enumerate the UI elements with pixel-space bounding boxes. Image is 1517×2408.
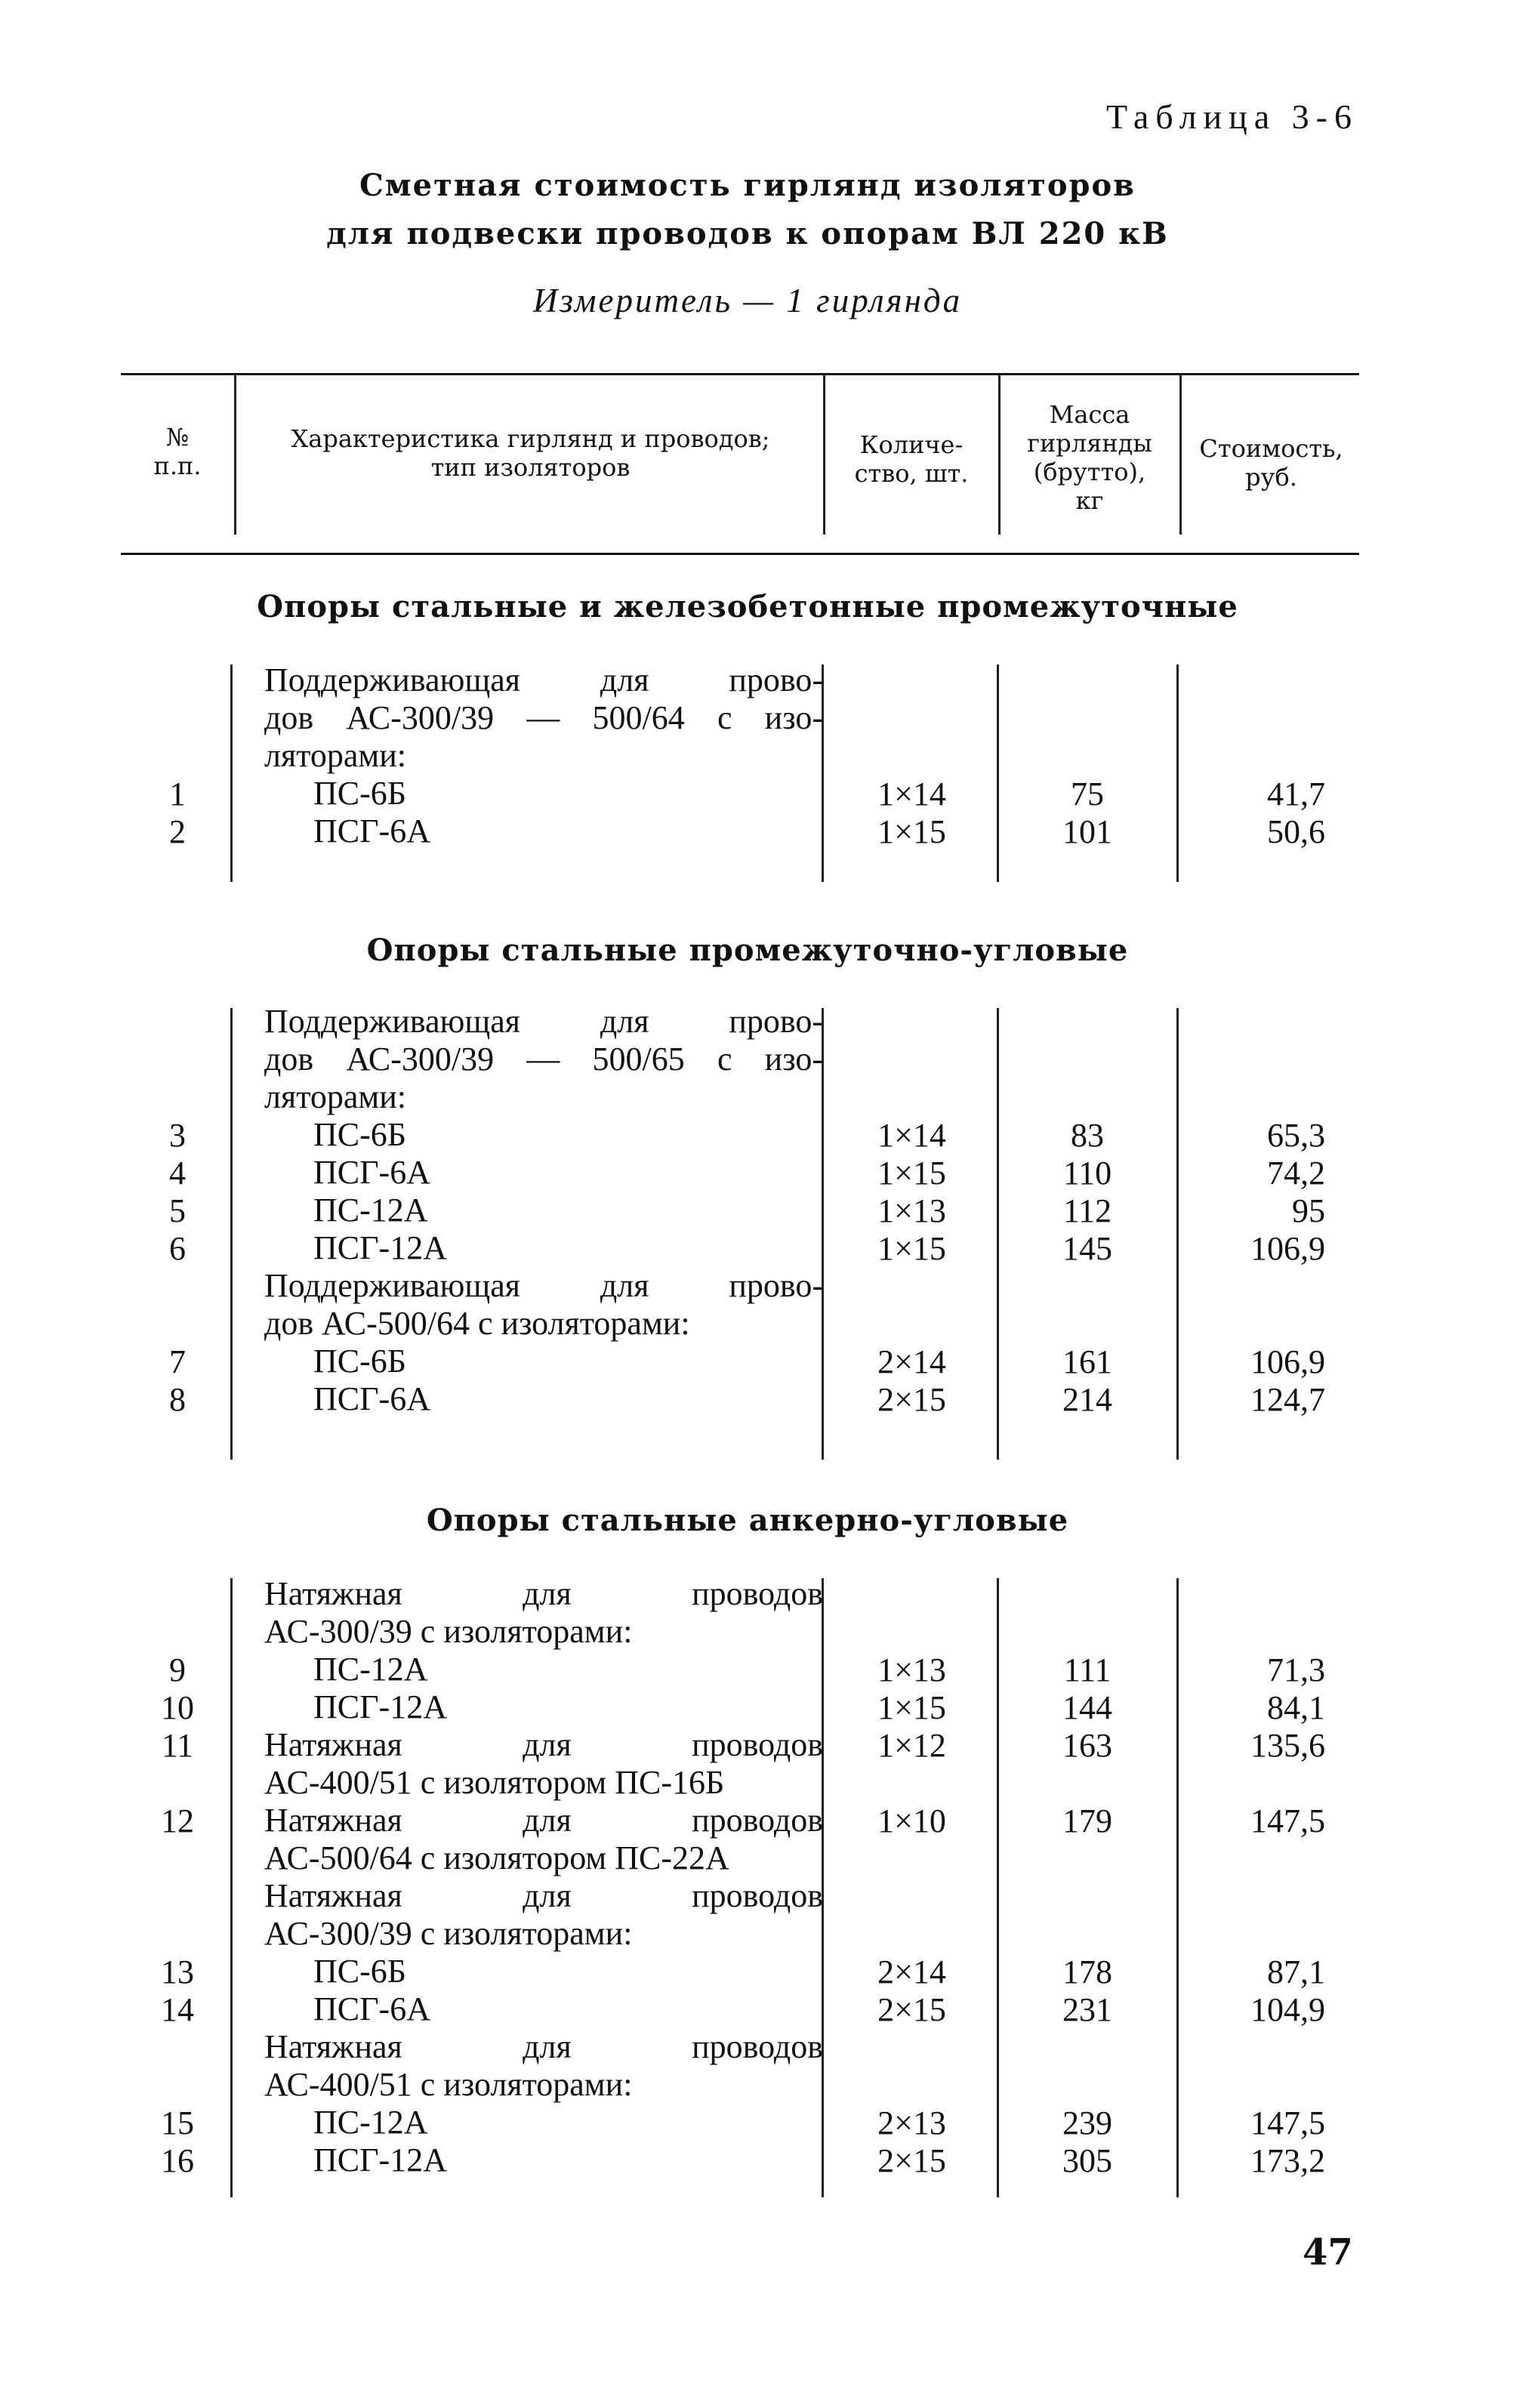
cost: 124,7 — [1250, 1381, 1325, 1418]
cost: 147,5 — [1250, 1802, 1325, 1839]
insulator-type: ПСГ-12А — [313, 1229, 447, 1266]
quantity: 1×15 — [877, 813, 946, 850]
column-divider — [1176, 1008, 1179, 1460]
section-title: Опоры стальные и железобетонные промежуточные — [257, 589, 1238, 624]
row-number: 10 — [161, 1689, 194, 1726]
insulator-type: ПС-6Б — [313, 1116, 407, 1153]
insulator-type: ПСГ-6А — [313, 1154, 430, 1191]
column-header-description: Характеристика гирлянд и проводов; тип изоляторов — [291, 424, 770, 482]
insulator-type: ПС-6Б — [313, 1343, 407, 1380]
insulator-type: ПС-12А — [313, 1651, 428, 1688]
row-number: 11 — [161, 1727, 194, 1764]
cost: 71,3 — [1267, 1651, 1325, 1688]
column-divider — [230, 1008, 233, 1460]
row-number: 16 — [161, 2142, 194, 2179]
mass: 231 — [1062, 1991, 1112, 2028]
mass: 161 — [1062, 1343, 1112, 1380]
group-description: ляторами: — [264, 1078, 406, 1115]
row-number: 4 — [169, 1155, 186, 1192]
insulator-type: ПСГ-12А — [313, 1688, 447, 1725]
group-description: ляторами: — [264, 737, 406, 774]
column-divider — [997, 1578, 999, 2197]
group-description: Натяжная для проводов — [264, 1802, 823, 1839]
row-number: 9 — [169, 1651, 186, 1688]
quantity: 1×13 — [877, 1651, 946, 1688]
mass: 83 — [1071, 1117, 1104, 1154]
cost: 84,1 — [1267, 1689, 1325, 1726]
header-divider — [1179, 375, 1182, 535]
mass: 178 — [1062, 1953, 1112, 1990]
row-number: 7 — [169, 1343, 186, 1380]
column-header-num: № п.п. — [153, 423, 202, 480]
group-description: Поддерживающая для прово- — [264, 661, 823, 698]
unit-of-measure: Измеритель — 1 гирлянда — [532, 282, 963, 319]
page-number: 47 — [1303, 2231, 1353, 2274]
cost: 135,6 — [1250, 1727, 1325, 1764]
cost: 87,1 — [1267, 1953, 1325, 1990]
mass: 112 — [1062, 1192, 1112, 1229]
mass: 110 — [1062, 1155, 1112, 1192]
column-header-mass: Масса гирлянды (брутто), кг — [1027, 400, 1152, 515]
column-divider — [230, 1578, 233, 2197]
group-description: АС-300/39 с изоляторами: — [264, 1613, 633, 1650]
quantity: 1×15 — [877, 1155, 946, 1192]
column-divider — [997, 664, 999, 882]
quantity: 1×15 — [877, 1230, 946, 1267]
header-top-rule — [121, 373, 1359, 375]
column-divider — [1176, 664, 1179, 882]
cost: 41,7 — [1267, 775, 1325, 812]
mass: 305 — [1062, 2142, 1112, 2179]
column-divider — [997, 1008, 999, 1460]
mass: 144 — [1062, 1689, 1112, 1726]
group-description: Поддерживающая для прово- — [264, 1267, 823, 1304]
group-description: АС-400/51 с изолятором ПС-16Б — [264, 1764, 725, 1801]
cost: 50,6 — [1267, 813, 1325, 850]
table-title-line-1: Сметная стоимость гирлянд изоляторов — [359, 168, 1136, 203]
quantity: 2×15 — [877, 1381, 946, 1418]
insulator-type: ПСГ-6А — [313, 1380, 430, 1417]
header-divider — [234, 375, 236, 535]
column-divider — [1176, 1578, 1179, 2197]
mass: 179 — [1062, 1802, 1112, 1839]
row-number: 5 — [169, 1192, 186, 1229]
quantity: 1×14 — [877, 1117, 946, 1154]
group-description: дов АС-300/39 — 500/64 с изо- — [264, 699, 823, 736]
group-description: Поддерживающая для прово- — [264, 1003, 823, 1040]
quantity: 1×14 — [877, 775, 946, 812]
header-divider — [998, 375, 1001, 535]
insulator-type: ПС-12А — [313, 1192, 428, 1229]
mass: 163 — [1062, 1727, 1112, 1764]
quantity: 2×15 — [877, 2142, 946, 2179]
insulator-type: ПСГ-12А — [313, 2141, 447, 2178]
group-description: Натяжная для проводов — [264, 2028, 823, 2065]
group-description: Натяжная для проводов — [264, 1726, 823, 1763]
insulator-type: ПС-6Б — [313, 1953, 407, 1990]
mass: 145 — [1062, 1230, 1112, 1267]
insulator-type: ПСГ-6А — [313, 812, 430, 849]
row-number: 12 — [161, 1802, 194, 1839]
cost: 74,2 — [1267, 1155, 1325, 1192]
row-number: 15 — [161, 2104, 194, 2141]
cost: 65,3 — [1267, 1117, 1325, 1154]
cost: 106,9 — [1250, 1343, 1325, 1380]
quantity: 1×12 — [877, 1727, 946, 1764]
cost: 104,9 — [1250, 1991, 1325, 2028]
quantity: 1×13 — [877, 1192, 946, 1229]
group-description: АС-300/39 с изоляторами: — [264, 1915, 633, 1952]
mass: 111 — [1063, 1651, 1112, 1688]
mass: 75 — [1071, 775, 1104, 812]
cost: 173,2 — [1250, 2142, 1325, 2179]
column-header-quantity: Количе- ство, шт. — [854, 430, 969, 488]
row-number: 1 — [169, 775, 186, 812]
table-label: Таблица 3-6 — [1105, 97, 1358, 136]
section-title: Опоры стальные промежуточно-угловые — [366, 933, 1129, 968]
mass: 214 — [1062, 1381, 1112, 1418]
row-number: 6 — [169, 1230, 186, 1267]
quantity: 2×14 — [877, 1953, 946, 1990]
insulator-type: ПС-12А — [313, 2104, 428, 2141]
group-description: дов АС-500/64 с изоляторами: — [264, 1305, 690, 1342]
insulator-type: ПС-6Б — [313, 775, 407, 812]
cost: 95 — [1292, 1192, 1325, 1229]
quantity: 1×15 — [877, 1689, 946, 1726]
table-title-line-2: для подвески проводов к опорам ВЛ 220 кВ — [326, 216, 1169, 251]
section-title: Опоры стальные анкерно-угловые — [426, 1503, 1069, 1538]
group-description: АС-400/51 с изоляторами: — [264, 2066, 633, 2103]
header-bottom-rule — [121, 553, 1359, 555]
quantity: 2×15 — [877, 1991, 946, 2028]
quantity: 2×14 — [877, 1343, 946, 1380]
row-number: 2 — [169, 813, 186, 850]
cost: 106,9 — [1250, 1230, 1325, 1267]
column-header-cost: Стоимость, руб. — [1199, 434, 1343, 492]
group-description: Натяжная для проводов — [264, 1877, 823, 1914]
row-number: 13 — [161, 1953, 194, 1990]
mass: 101 — [1062, 813, 1112, 850]
header-divider — [823, 375, 825, 535]
row-number: 8 — [169, 1381, 186, 1418]
quantity: 1×10 — [877, 1802, 946, 1839]
cost: 147,5 — [1250, 2104, 1325, 2141]
group-description: АС-500/64 с изолятором ПС-22А — [264, 1839, 729, 1876]
group-description: Натяжная для проводов — [264, 1575, 823, 1612]
row-number: 14 — [161, 1991, 194, 2028]
group-description: дов АС-300/39 — 500/65 с изо- — [264, 1041, 823, 1078]
column-divider — [230, 664, 233, 882]
quantity: 2×13 — [877, 2104, 946, 2141]
mass: 239 — [1062, 2104, 1112, 2141]
row-number: 3 — [169, 1117, 186, 1154]
insulator-type: ПСГ-6А — [313, 1990, 430, 2027]
